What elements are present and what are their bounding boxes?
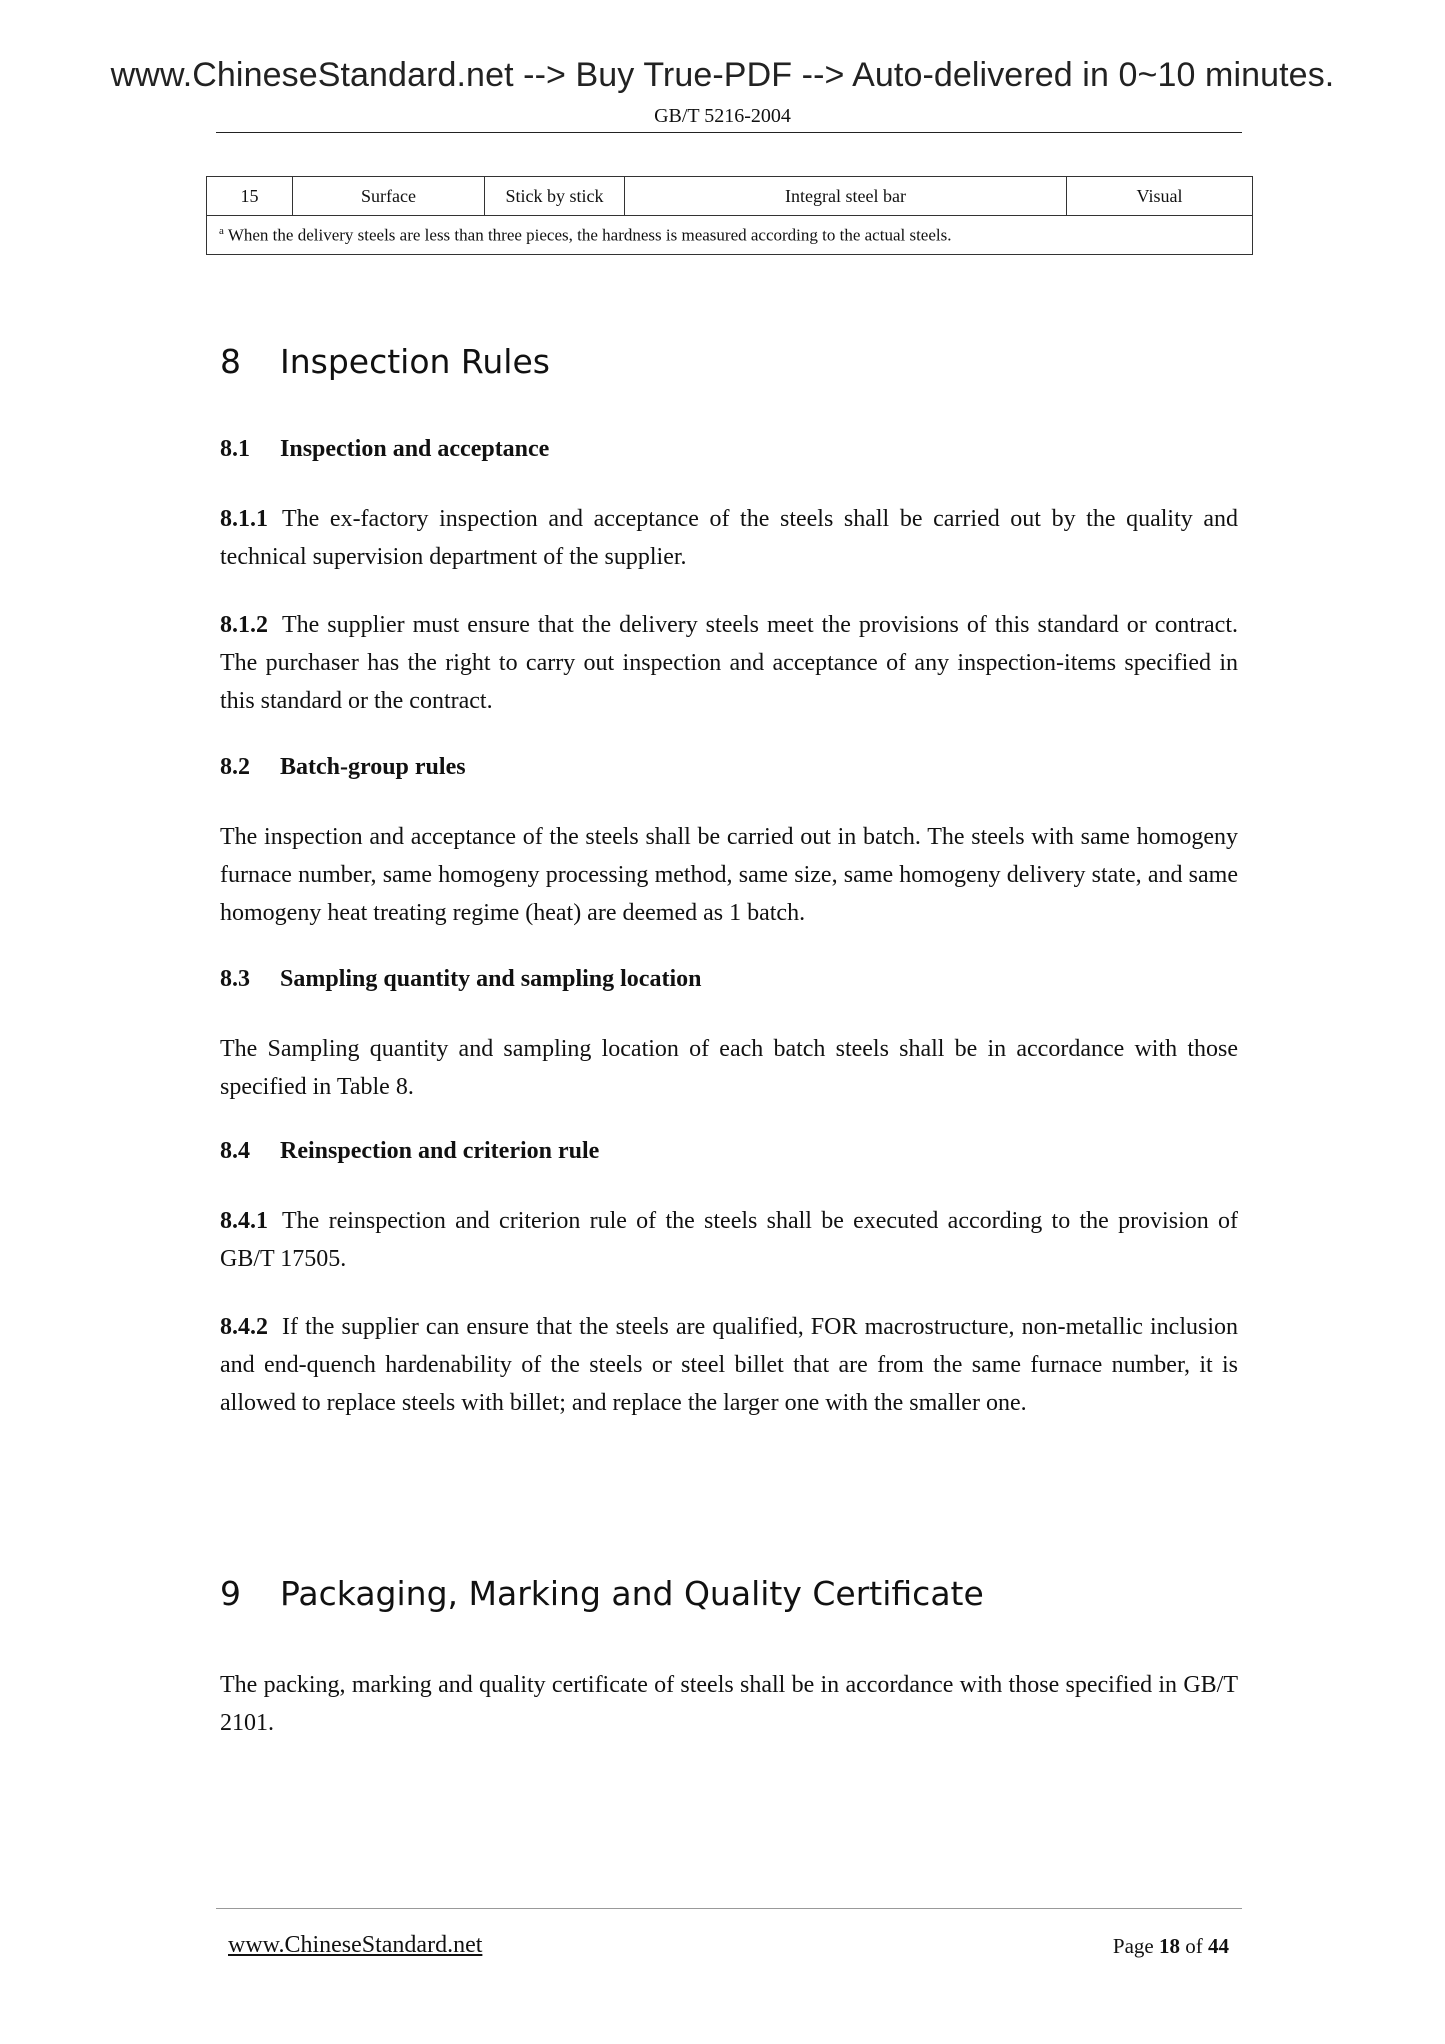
page-number bbox=[1113, 1934, 1229, 1959]
footer-website-link[interactable]: www.ChineseStandard.net bbox=[228, 1932, 483, 1958]
subsection-title: Sampling quantity and sampling location bbox=[280, 966, 702, 992]
section-number: 9 bbox=[220, 1574, 241, 1613]
clause-text: The reinspection and criterion rule of the steels shall be executed according to the provision of GB/T 17505. bbox=[220, 1208, 1238, 1272]
subsection-title: Inspection and acceptance bbox=[280, 436, 550, 462]
cell-sampling: Stick by stick bbox=[485, 177, 625, 216]
table-note-row bbox=[207, 216, 1253, 255]
section-9-heading bbox=[220, 1574, 984, 1613]
clause-text: The supplier must ensure that the delivery steels meet the provisions of this standard or contract. The purchaser has the right to carry out inspection and acceptance of any inspection-items specified in this standard or the contract. bbox=[220, 612, 1238, 714]
subsection-title: Batch-group rules bbox=[280, 754, 466, 780]
header-divider bbox=[216, 132, 1242, 133]
cell-method: Visual bbox=[1067, 177, 1253, 216]
page-of: of bbox=[1185, 1934, 1203, 1958]
document-code: GB/T 5216-2004 bbox=[654, 105, 791, 127]
top-banner[interactable]: www.ChineseStandard.net --> Buy True-PDF --> Auto-delivered in 0~10 minutes. bbox=[110, 56, 1335, 94]
subsection-number: 8.1 bbox=[220, 436, 250, 462]
subsection-number: 8.2 bbox=[220, 754, 250, 780]
cell-no: 15 bbox=[207, 177, 293, 216]
clause-text: If the supplier can ensure that the steels are qualified, FOR macrostructure, non-metallic inclusion and end-quench hardenability of the steels or steel billet that are from the same furnace number, it is allowed to replace steels with billet; and replace the larger one with the smaller one. bbox=[220, 1314, 1238, 1416]
section-title: Packaging, Marking and Quality Certificate bbox=[280, 1574, 984, 1613]
table-footnote bbox=[207, 216, 1253, 255]
footnote-text: When the delivery steels are less than three pieces, the hardness is measured according to the actual steels. bbox=[227, 225, 952, 245]
clause-8-1-1 bbox=[220, 500, 1238, 576]
subsection-number: 8.4 bbox=[220, 1138, 250, 1164]
clause-text: The ex-factory inspection and acceptance of the steels shall be carried out by the quality and technical supervision department of the supplier. bbox=[220, 506, 1238, 570]
subsection-8-2-heading bbox=[220, 754, 466, 781]
section-9-text: The packing, marking and quality certificate of steels shall be in accordance with those specified in GB/T 2101. bbox=[220, 1672, 1238, 1736]
inspection-table-continued bbox=[206, 176, 1253, 255]
clause-8-4-2 bbox=[220, 1308, 1238, 1422]
section-number: 8 bbox=[220, 342, 241, 381]
subsection-8-3-heading bbox=[220, 966, 701, 993]
section-title: Inspection Rules bbox=[280, 342, 550, 381]
table-row bbox=[207, 177, 1253, 216]
cell-item: Surface bbox=[293, 177, 485, 216]
clause-number: 8.1.2 bbox=[220, 612, 268, 638]
clause-8-3-text: The Sampling quantity and sampling location of each batch steels shall be in accordance with those specified in Table 8. bbox=[220, 1036, 1238, 1100]
page-total: 44 bbox=[1208, 1934, 1229, 1958]
subsection-number: 8.3 bbox=[220, 966, 250, 992]
footnote-mark: a bbox=[219, 224, 224, 237]
clause-number: 8.4.1 bbox=[220, 1208, 268, 1234]
page-current: 18 bbox=[1159, 1934, 1180, 1958]
page-prefix: Page bbox=[1112, 1934, 1154, 1958]
clause-number: 8.1.1 bbox=[220, 506, 268, 532]
section-8-heading bbox=[220, 342, 550, 381]
clause-8-2-text: The inspection and acceptance of the steels shall be carried out in batch. The steels with same homogeny furnace number, same homogeny processing method, same size, same homogeny delivery state, and same homogeny heat treating regime (heat) are deemed as 1 batch. bbox=[220, 824, 1238, 926]
clause-number: 8.4.2 bbox=[220, 1314, 268, 1340]
cell-location: Integral steel bar bbox=[625, 177, 1067, 216]
subsection-8-1-heading bbox=[220, 436, 549, 463]
clause-8-4-1 bbox=[220, 1202, 1238, 1278]
subsection-8-4-heading bbox=[220, 1138, 599, 1165]
clause-8-1-2 bbox=[220, 606, 1238, 720]
subsection-title: Reinspection and criterion rule bbox=[280, 1138, 600, 1164]
footer-divider bbox=[216, 1908, 1242, 1909]
